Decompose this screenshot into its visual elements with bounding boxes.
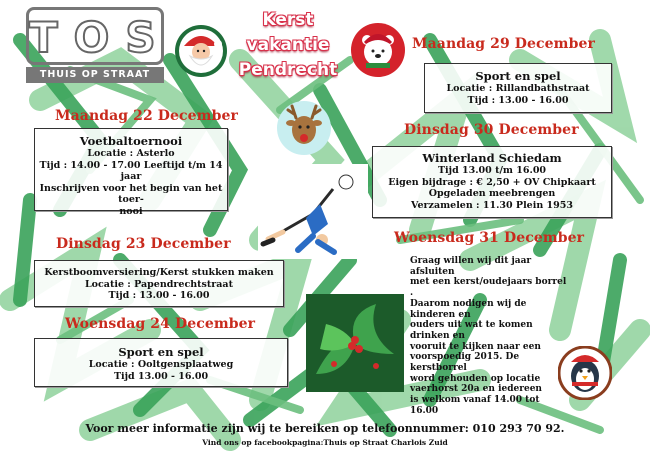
- paragraph-line: voorspoedig 2015. De kerstborrel: [410, 352, 520, 374]
- day-heading-wed24: Woensdag 24 December: [65, 316, 256, 332]
- santa-icon: [174, 24, 228, 78]
- event-title: Winterland Schiedam: [422, 151, 562, 165]
- polar-bear-icon: [350, 22, 406, 78]
- paragraph-line: word gehouden op locatie: [410, 373, 541, 384]
- paragraph-line: 16.00: [410, 405, 439, 416]
- event-box-tue30: [372, 146, 612, 218]
- paragraph-line: vaerhorst 20a en iedereen: [410, 384, 542, 395]
- event-title: Sport en spel: [118, 345, 204, 359]
- event-time: Tijd : 13.00 - 16.00: [467, 94, 569, 106]
- logo-sub-text: THUIS OP STRAAT: [26, 67, 164, 83]
- paragraph-line: vooruit te kijken naar een: [410, 341, 541, 352]
- tos-logo: [26, 5, 172, 87]
- paragraph-line: Daarom nodigen wij de kinderen en: [410, 298, 527, 320]
- event-location: Locatie : Rillandbathstraat: [446, 83, 590, 94]
- event-note: Inschrijven voor het begin van het toer-: [39, 182, 223, 205]
- day-heading-tue30: Dinsdag 30 December: [404, 122, 579, 138]
- event-time: Tijd 13.00 t/m 16.00: [437, 165, 547, 176]
- paragraph-line: is welkom vanaf 14.00 tot: [410, 395, 540, 406]
- event-time: Tijd 13.00 - 16.00: [113, 370, 209, 382]
- event-text-wed31: [410, 256, 570, 417]
- event-note: Opgeladen meebrengen: [428, 188, 556, 199]
- event-title: Voetbaltoernooi: [79, 134, 183, 148]
- day-heading-mon29: Maandag 29 December: [412, 36, 595, 52]
- event-box-mon22: [34, 128, 228, 217]
- page-title: [226, 8, 350, 83]
- title-line-3: Pendrecht: [238, 60, 338, 80]
- paragraph-line: Graag willen wij dit jaar afsluiten: [410, 256, 532, 277]
- day-heading-wed31: Woensdag 31 December: [394, 230, 585, 246]
- paragraph-line: met een kerst/oudejaars borrel .: [410, 277, 567, 299]
- reindeer-icon: [276, 96, 332, 156]
- event-location: Locatie : Ooltgensplaatweg: [88, 359, 234, 370]
- event-note-cont: nooi: [119, 205, 143, 217]
- footballer-icon: [258, 164, 368, 259]
- event-title: Kerstboomversiering/Kerst stukken maken: [44, 267, 274, 278]
- title-line-1: Kerst: [262, 10, 314, 30]
- day-heading-tue23: Dinsdag 23 December: [56, 236, 231, 252]
- event-location: Locatie : Papendrechtstraat: [85, 278, 233, 290]
- event-cost: Eigen bijdrage : € 2,50 + OV Chipkaart: [388, 176, 596, 188]
- event-box-tue23: [34, 260, 284, 307]
- paragraph-line: ouders uit wat te komen drinken en: [410, 320, 533, 341]
- event-meeting-point: Verzamelen : 11.30 Plein 1953: [411, 199, 573, 211]
- holly-icon: [306, 294, 404, 392]
- event-box-wed24: [34, 338, 288, 387]
- event-title: Sport en spel: [475, 69, 561, 83]
- event-time: Tijd : 13.00 - 16.00: [108, 290, 210, 301]
- event-box-mon29: [424, 63, 612, 113]
- footer-contact: Voor meer informatie zijn wij te bereiken op telefoonnummer: 010 293 70 92.: [85, 422, 565, 435]
- event-time: Tijd : 14.00 - 17.00 Leeftijd t/m 14 jaar: [39, 159, 223, 182]
- logo-main-text: TOS: [26, 7, 164, 65]
- title-line-2: vakantie: [246, 35, 330, 55]
- event-location: Locatie : Asterlo: [87, 148, 175, 159]
- footer-facebook: Vind ons op facebookpagina:Thuis op Straat Charlois Zuid: [202, 438, 448, 447]
- day-heading-mon22: Maandag 22 December: [55, 108, 238, 124]
